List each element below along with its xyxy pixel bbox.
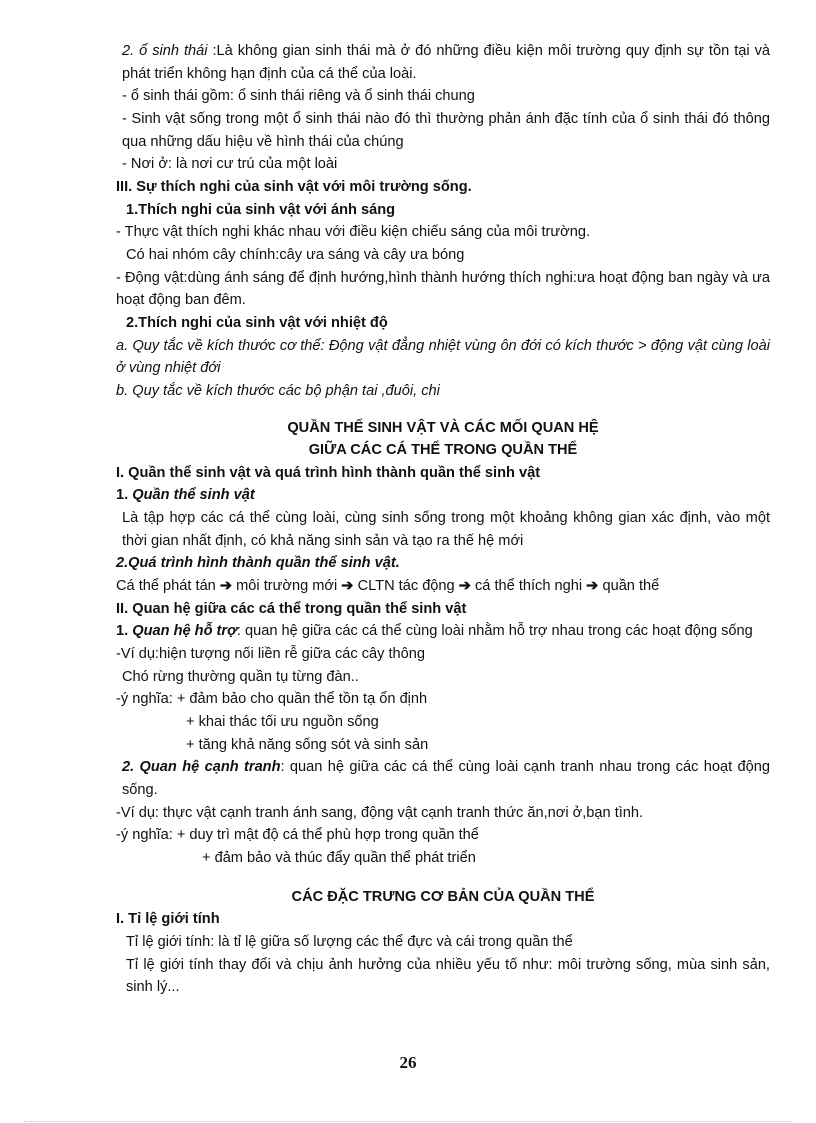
section-heading-sex-ratio: I. Tỉ lệ giới tính xyxy=(116,911,220,928)
plant-groups: Có hai nhóm cây chính:cây ưa sáng và cây ưa bóng xyxy=(126,246,465,263)
cooperation-example-2: Chó rừng thường quần tụ từng đàn.. xyxy=(122,668,359,685)
page-body xyxy=(116,40,770,999)
subheading-light: 1.Thích nghi của sinh vật với ánh sáng xyxy=(126,201,396,218)
arrow-icon: ➔ xyxy=(219,578,233,595)
step-dispersal: Cá thể phát tán xyxy=(116,578,220,595)
arrow-icon: ➔ xyxy=(341,578,354,595)
niche-reflection: - Sinh vật sống trong một ổ sinh thái nào đó thì thường phản ánh đặc tính của ổ sinh thái đó thông qua những dấu hiệu về hình thái của chúng xyxy=(122,110,770,150)
cooperation-title: Quan hệ hỗ trợ xyxy=(132,623,237,640)
subheading-formation: 2.Quá trình hình thành quần thể sinh vật. xyxy=(116,555,400,572)
page-number: 26 xyxy=(399,1053,417,1072)
subheading-number: 1. xyxy=(116,487,133,504)
niche-types: - ổ sinh thái gồm: ổ sinh thái riêng và ổ sinh thái chung xyxy=(122,88,475,105)
arrow-icon: ➔ xyxy=(586,578,599,595)
competition-paragraph xyxy=(116,756,770,801)
chapter-title-line1: QUẦN THỂ SINH VẬT VÀ CÁC MỐI QUAN HỆ xyxy=(287,419,599,436)
cooperation-meaning-2: + khai thác tối ưu nguồn sống xyxy=(186,714,379,731)
appendage-rule: b. Quy tắc về kích thước các bộ phận tai ,đuôi, chi xyxy=(116,382,440,399)
body-size-rule: a. Quy tắc về kích thước cơ thể: Động vật đẳng nhiệt vùng ôn đới có kích thước > động vật cùng loài ở vùng nhiệt đới xyxy=(116,337,770,377)
chapter-title-characteristics: CÁC ĐẶC TRƯNG CƠ BẢN CỦA QUẦN THỂ xyxy=(291,888,595,905)
section-heading-adaptation: III. Sự thích nghi của sinh vật với môi trường sống. xyxy=(116,178,472,195)
cooperation-definition: : quan hệ giữa các cá thể cùng loài nhằm hỗ trợ nhau trong các hoạt động sống xyxy=(236,623,753,640)
chapter-title-line2: GIỮA CÁC CÁ THỂ TRONG QUẦN THỂ xyxy=(308,442,578,459)
cooperation-meaning-1: -ý nghĩa: + đảm bảo cho quần thể tồn tạ ổn định xyxy=(116,691,428,708)
page-bottom-border xyxy=(24,1121,792,1122)
habitat-definition: - Nơi ở: là nơi cư trú của một loài xyxy=(122,156,338,173)
paragraph-niche xyxy=(116,40,770,85)
arrow-icon: ➔ xyxy=(458,578,471,595)
plants-light: - Thực vật thích nghi khác nhau với điều kiện chiếu sáng của môi trường. xyxy=(116,224,591,241)
cooperation-paragraph xyxy=(116,620,770,643)
step-population: quần thể xyxy=(598,578,660,595)
sex-ratio-definition: Tỉ lệ giới tính: là tỉ lệ giữa số lượng các thể đực và cái trong quần thể xyxy=(126,933,573,950)
niche-definition: :Là không gian sinh thái mà ở đó những điều kiện môi trường quy định sự tồn tại và phát triển không hạn định của cá thể của loài. xyxy=(122,43,770,82)
population-definition: Là tập hợp các cá thể cùng loài, cùng sinh sống trong một khoảng không gian xác định, vào một thời gian nhất định, có khả năng sinh sản và tạo ra thế hệ mới xyxy=(122,510,770,549)
competition-example: -Ví dụ: thực vật cạnh tranh ánh sang, động vật cạnh tranh thức ăn,nơi ở,bạn tình. xyxy=(116,804,644,821)
competition-meaning-1: -ý nghĩa: + duy trì mật độ cá thể phù hợp trong quần thể xyxy=(116,827,479,844)
section-heading-relations: II. Quan hệ giữa các cá thể trong quần thể sinh vật xyxy=(116,600,467,617)
sex-ratio-factors: Tỉ lệ giới tính thay đổi và chịu ảnh hưởng của nhiều yếu tố như: môi trường sống, mùa sinh sản, sinh lý... xyxy=(126,956,770,996)
spacer xyxy=(116,870,770,886)
cooperation-number: 1. xyxy=(116,623,133,640)
subheading-temperature: 2.Thích nghi của sinh vật với nhiệt độ xyxy=(126,314,388,331)
cooperation-meaning-3: + tăng khả năng sống sót và sinh sản xyxy=(186,736,429,753)
competition-meaning-2: + đảm bảo và thúc đẩy quần thể phát triển xyxy=(202,849,476,866)
spacer xyxy=(116,403,770,417)
competition-definition: : quan hệ giữa các cá thể cùng loài cạnh tranh nhau trong các hoạt động sống. xyxy=(122,759,770,798)
step-new-environment: môi trường mới xyxy=(232,578,342,595)
subheading-population xyxy=(116,484,770,507)
niche-heading: 2. ổ sinh thái xyxy=(122,43,213,59)
formation-process xyxy=(116,575,770,598)
section-heading-population: I. Quần thể sinh vật và quá trình hình thành quần thể sinh vật xyxy=(116,464,541,481)
animals-light: - Động vật:dùng ánh sáng để định hướng,hình thành hướng thích nghi:ưa hoạt động ban ngày và ưa hoạt động ban đêm. xyxy=(116,269,770,309)
subheading-title: Quần thể sinh vật xyxy=(132,487,255,504)
step-selection: CLTN tác động xyxy=(353,578,459,595)
step-adapted: cá thể thích nghi xyxy=(470,578,587,595)
competition-title: 2. Quan hệ cạnh tranh xyxy=(122,759,281,776)
cooperation-example: -Ví dụ:hiện tượng nối liền rễ giữa các cây thông xyxy=(116,646,425,663)
